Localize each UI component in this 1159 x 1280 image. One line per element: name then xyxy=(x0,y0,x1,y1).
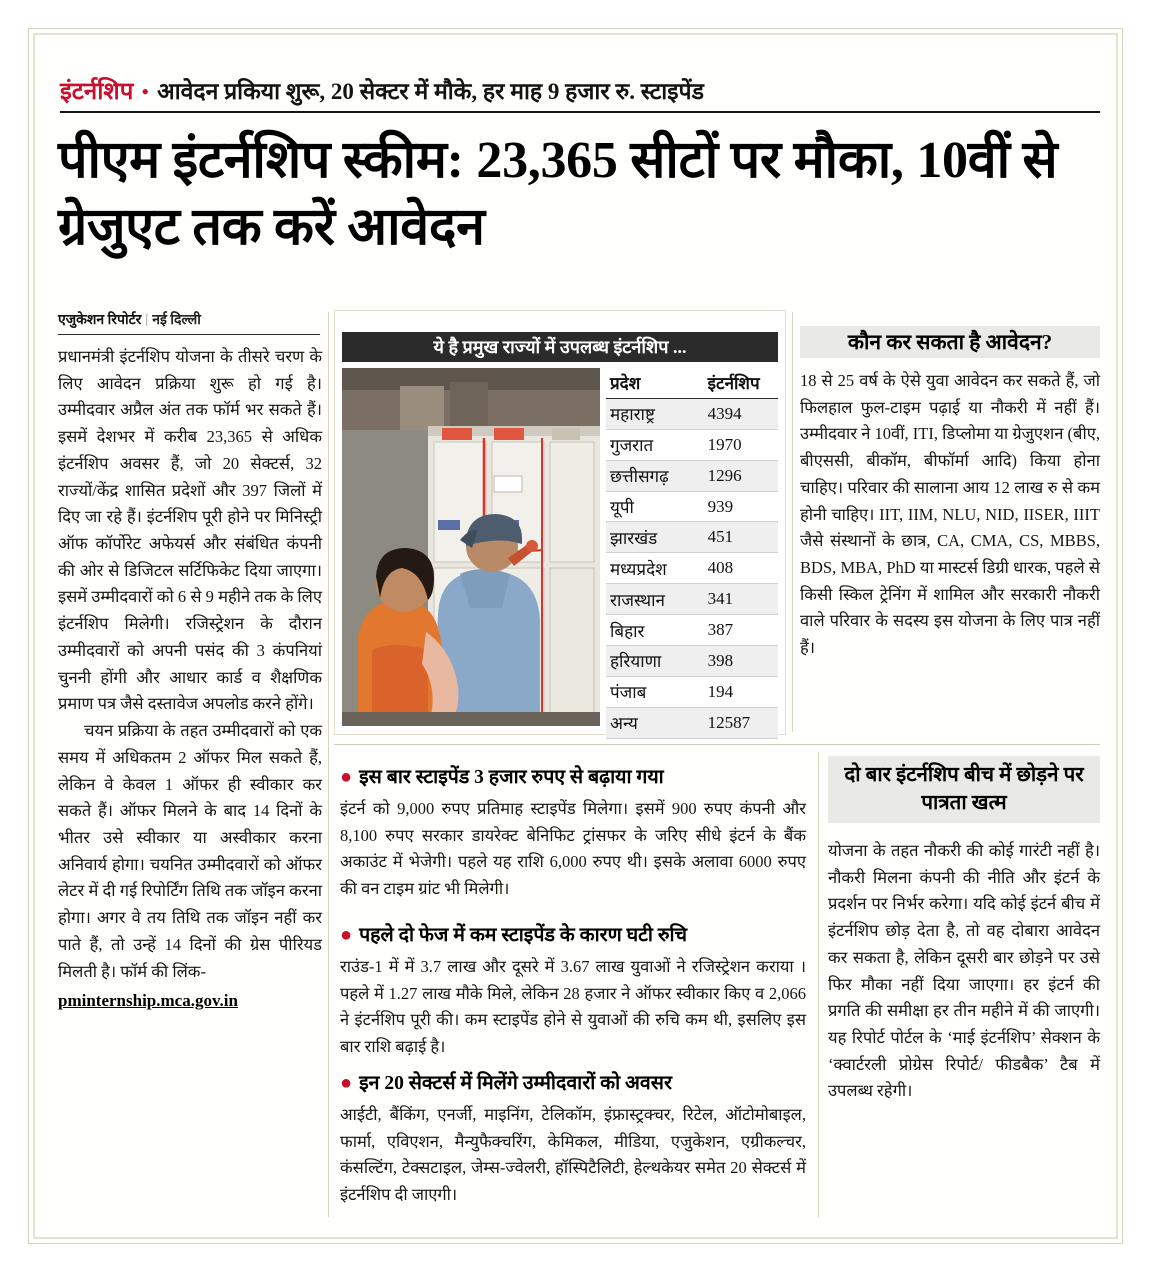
kicker-text: आवेदन प्रकिया शुरू, 20 सेक्टर में मौके, हर माह 9 हजार रु. स्टाइपेंड xyxy=(157,79,704,104)
section-heading xyxy=(340,1068,806,1095)
kicker-divider xyxy=(60,111,1100,113)
cell-count: 4394 xyxy=(707,403,742,423)
cell-state: अन्य xyxy=(610,714,638,734)
section-divider-horizontal xyxy=(334,744,1100,745)
who-can-apply-paragraph: 18 से 25 वर्ष के ऐसे युवा आवेदन कर सकते हैं, जो फिलहाल फुल-टाइम पढ़ाई या नौकरी में नहीं हैं। उम्मीदवार ने 10वीं, ITI, डिप्लोमा या ग्रेजुएशन (बीए, बीएससी, बीकॉम, बीफॉर्मा आदि) किया होना चाहिए। परिवार की सालाना आय 12 लाख रु से कम होनी चाहिए। IIT, IIM, NLU, NID, IISER, IIIT जैसे संस्थानों के छात्र, CA, CMA, CS, MBBS, BDS, MBA, PhD या मास्टर्स डिग्री धारक, पहले से किसी स्किल ट्रेनिंग में शामिल और सरकारी नौकरी वाले परिवार के सदस्य इस योजना के लिए पात्र नहीं हैं। xyxy=(800,371,1100,658)
bullet-dot-icon: ● xyxy=(340,766,353,788)
table-row xyxy=(606,430,778,461)
states-infobox-title: ये है प्रमुख राज्यों में उपलब्ध इंटर्नशिप ... xyxy=(342,332,778,362)
left-paragraph-2: चयन प्रक्रिया के तहत उम्मीदवारों को एक समय में अधिकतम 2 ऑफर मिल सकते हैं, लेकिन वे केवल 1 ऑफर ही स्वीकार कर सकते हैं। ऑफर मिलने के बाद 14 दिनों के भीतर उसे स्वीकार या अस्वीकार करना अनिवार्य होगा। चयनित उम्मीदवारों को ऑफर लेटर में दी गई रिपोर्टिंग तिथि तक जॉइन करना होगा। अगर वे तय तिथि तक जॉइन नहीं कर पाते हैं, तो उन्हें 14 दिनों की ग्रेस पीरियड मिलती है। फॉर्म की लिंक- xyxy=(58,721,322,981)
cell-count: 387 xyxy=(707,620,734,640)
table-row xyxy=(606,492,778,523)
table-row xyxy=(606,677,778,708)
section-sectors xyxy=(340,1068,806,1209)
column-header-internships: इंटर्नशिप xyxy=(707,374,760,394)
left-paragraph-1: प्रधानमंत्री इंटर्नशिप योजना के तीसरे चरण के लिए आवेदन प्रक्रिया शुरू हो गई है। उम्मीदवार अप्रैल अंत तक फॉर्म भर सकते हैं। इसमें देशभर में करीब 23,365 से अधिक इंटर्नशिप अवसर हैं, जो 20 सेक्टर्स, 32 राज्यों/केंद्र शासित प्रदेशों और 397 जिलों में दिए जा रहे हैं। इंटर्नशिप पूरी होने पर मिनिस्ट्री ऑफ कॉर्पोरेट अफेयर्स और संबंधित कंपनी की ओर से डिजिटल सर्टिफिकेट दिया जाएगा। इसमें उम्मीदवारों को 6 से 9 महीने तक के लिए इंटर्नशिप मिलेगी। रजिस्ट्रेशन के दौरान उम्मीदवारों को अपनी पसंद की 3 कंपनियां चुननी होंगी और आधार कार्ड व शैक्षणिक प्रमाण पत्र जैसे दस्तावेज अपलोड करने होंगे। xyxy=(58,347,322,714)
cell-state: यूपी xyxy=(610,498,634,517)
section-heading xyxy=(340,920,806,947)
byline-author: एजुकेशन रिपोर्टर xyxy=(58,313,142,328)
kicker-line xyxy=(60,74,1100,108)
article-photo xyxy=(342,368,600,726)
cell-count: 451 xyxy=(707,527,734,547)
column-divider-bottom-right xyxy=(818,752,819,1217)
cell-count: 1970 xyxy=(707,434,742,454)
section-previous-phases xyxy=(340,920,806,1061)
section-body: आईटी, बैंकिंग, एनर्जी, माइनिंग, टेलिकॉम, इंफ्रास्ट्रक्चर, रिटेल, ऑटोमोबाइल, फार्मा, एविएशन, मैन्युफैक्चरिंग, केमिकल, मीडिया, एजुकेशन, एग्रीकल्चर, कंसल्टिंग, टेक्सटाइल, जेम्स-ज्वेलरी, हॉस्पिटैलिटी, हेल्थकेयर समेत 20 सेक्टर्स में इंटर्नशिप दी जाएगी। xyxy=(340,1105,806,1205)
column-header-state: प्रदेश xyxy=(610,374,641,394)
byline xyxy=(58,310,320,333)
cell-count: 939 xyxy=(707,496,734,516)
byline-location: नई दिल्ली xyxy=(152,313,201,328)
byline-separator: | xyxy=(145,311,149,327)
section-stipend xyxy=(340,762,806,903)
bullet-dot-icon: ● xyxy=(340,1072,353,1094)
column-divider-left xyxy=(328,312,329,1217)
table-row xyxy=(606,584,778,615)
byline-divider xyxy=(58,334,320,335)
cell-state: हरियाणा xyxy=(610,652,662,672)
states-table xyxy=(606,368,778,734)
section-heading-text: पहले दो फेज में कम स्टाइपेंड के कारण घटी रुचि xyxy=(359,925,687,946)
article-left-column xyxy=(58,344,322,1015)
cell-count: 194 xyxy=(707,681,734,701)
table-row xyxy=(606,708,778,739)
section-body: राउंड-1 में में 3.7 लाख और दूसरे में 3.67 लाख युवाओं ने रजिस्ट्रेशन कराया । पहले में 1.27 लाख मौके मिले, लेकिन 28 हजार ने ऑफर स्वीकार किए व 2,066 ने इंटर्नशिप पूरी की। कम स्टाइपेंड होने से युवाओं की रुचि कम थी, इसलिए इस बार राशि बढ़ाई है। xyxy=(340,957,806,1057)
table-row xyxy=(606,399,778,430)
who-can-apply-body xyxy=(800,368,1100,662)
cell-state: छत्तीसगढ़ xyxy=(610,467,669,487)
cell-state: महाराष्ट्र xyxy=(610,405,655,425)
cell-state: झारखंड xyxy=(610,528,658,548)
eligibility-end-paragraph: योजना के तहत नौकरी की कोई गारंटी नहीं है। नौकरी मिलना कंपनी की नीति और इंटर्न के प्रदर्शन पर निर्भर करेगा। यदि कोई इंटर्न बीच में इंटर्नशिप छोड़ देता है, तो वह दोबारा आवेदन कर सकता है, लेकिन दूसरी बार छोड़ने पर उसे फिर मौका नहीं दिया जाएगा। हर इंटर्न की प्रगति की समीक्षा हर तीन महीने में की जाएगी। यह रिपोर्ट पोर्टल के ‘माई इंटर्नशिप’ सेक्शन के ‘क्वार्टरली प्रोग्रेस रिपोर्ट/ फीडबैक’ टैब में उपलब्ध रहेगी। xyxy=(828,841,1100,1101)
table-row xyxy=(606,615,778,646)
cell-count: 341 xyxy=(707,589,734,609)
section-heading-text: इन 20 सेक्टर्स में मिलेंगे उम्मीदवारों को अवसर xyxy=(359,1073,672,1094)
pminternship-link[interactable]: pminternship.mca.gov.in xyxy=(58,991,238,1011)
who-can-apply-heading: कौन कर सकता है आवेदन? xyxy=(800,326,1100,358)
kicker-dot-icon: • xyxy=(141,79,150,104)
eligibility-end-body xyxy=(828,838,1100,1105)
table-row xyxy=(606,522,778,553)
cell-state: पंजाब xyxy=(610,683,647,703)
section-heading-text: इस बार स्टाइपेंड 3 हजार रुपए से बढ़ाया गया xyxy=(359,767,664,788)
cell-state: गुजरात xyxy=(610,436,654,456)
table-header-row xyxy=(606,368,778,399)
table-row xyxy=(606,461,778,492)
cell-count: 12587 xyxy=(707,712,751,732)
column-divider-top-right xyxy=(792,312,793,732)
cell-count: 408 xyxy=(707,558,734,578)
cell-count: 398 xyxy=(707,650,734,670)
cell-state: मध्यप्रदेश xyxy=(610,559,667,579)
eligibility-end-heading: दो बार इंटर्नशिप बीच में छोड़ने पर पात्रता खत्म xyxy=(828,756,1100,823)
cell-state: बिहार xyxy=(610,621,645,641)
cell-state: राजस्थान xyxy=(610,590,665,610)
table-row xyxy=(606,553,778,584)
page-title: पीएम इंटर्नशिप स्कीम: 23,365 सीटों पर मौका, 10वीं से ग्रेजुएट तक करें आवेदन xyxy=(58,132,1058,256)
cell-count: 1296 xyxy=(707,465,742,485)
table-row xyxy=(606,646,778,677)
kicker-tag: इंटर्नशिप xyxy=(60,79,134,105)
section-body: इंटर्न को 9,000 रुपए प्रतिमाह स्टाइपेंड मिलेगा। इसमें 900 रुपए कंपनी और 8,100 रुपए सरकार डायरेक्ट बेनिफिट ट्रांसफर के जरिए सीधे इंटर्न के बैंक अकाउंट में भेजेगी। पहले यह राशि 6,000 रुपए थी। इसके अलावा 6000 रुपए की वन टाइम ग्रांट भी मिलेगी। xyxy=(340,799,806,899)
section-heading xyxy=(340,762,806,789)
photo-illustration xyxy=(342,368,600,726)
bullet-dot-icon: ● xyxy=(340,924,353,946)
